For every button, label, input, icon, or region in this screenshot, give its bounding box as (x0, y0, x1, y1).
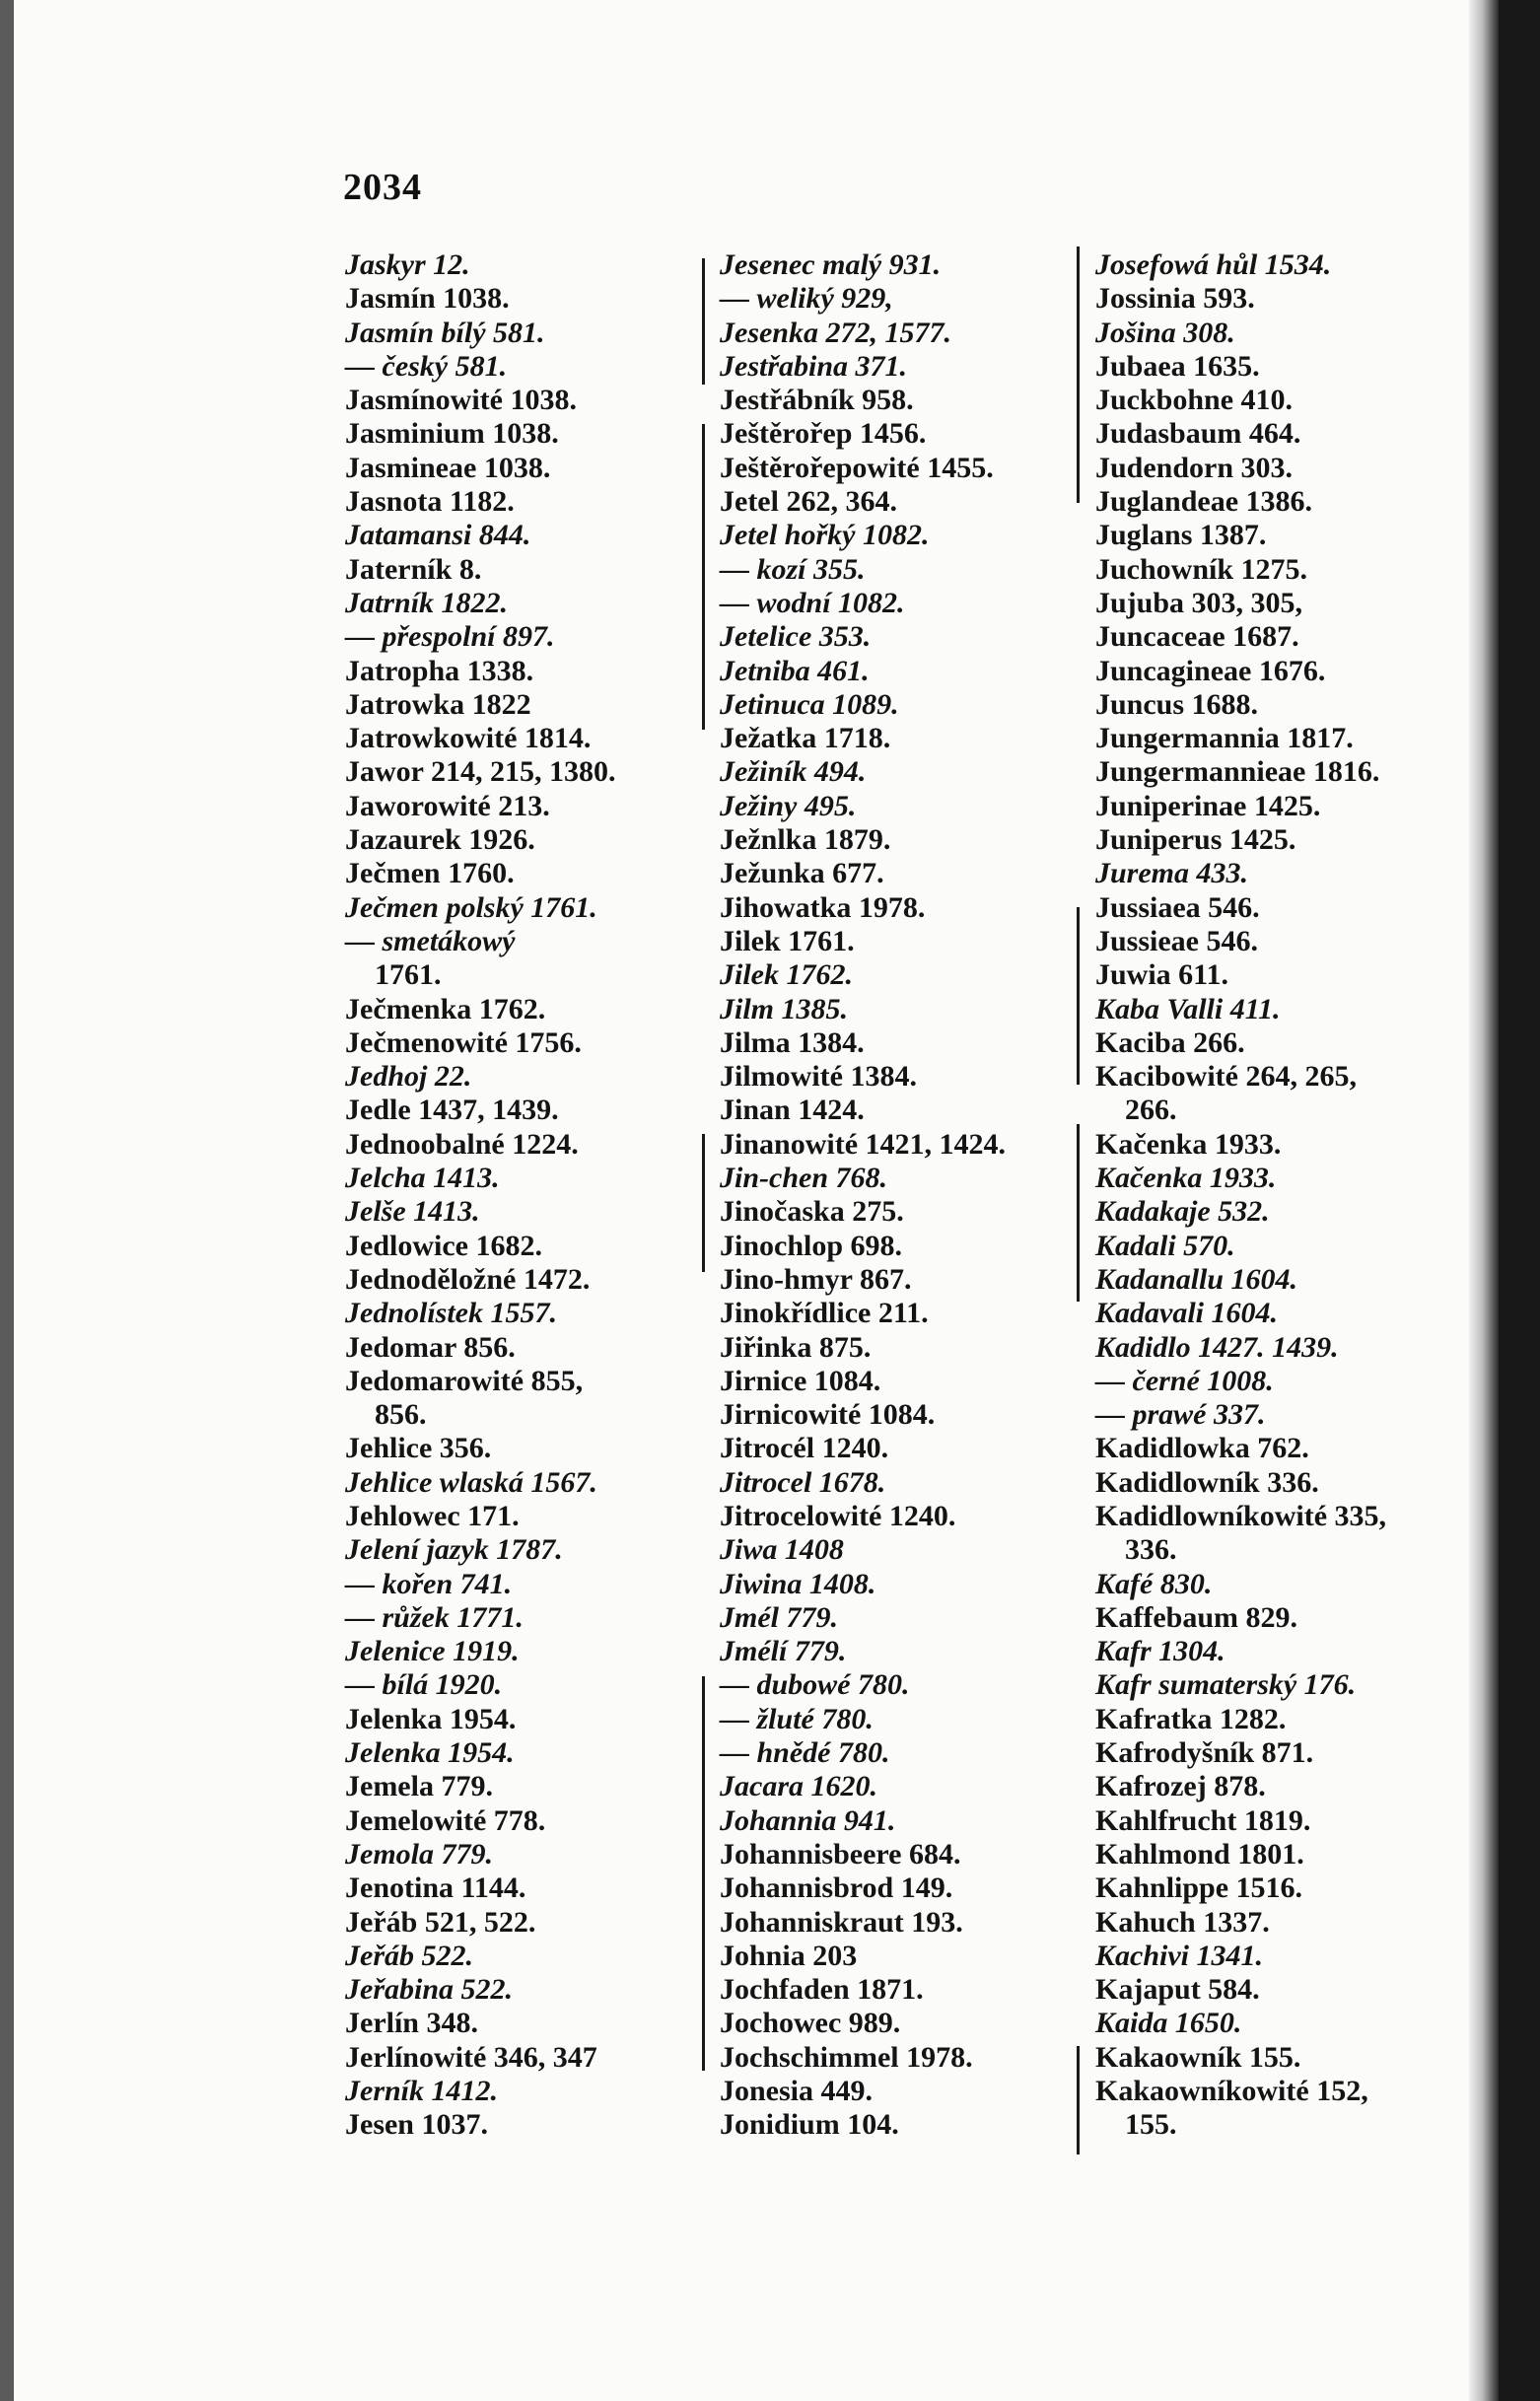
column-rule (1077, 2046, 1080, 2154)
index-entry: Jasminium 1038. (345, 417, 559, 451)
index-entry: Jaterník 8. (345, 552, 482, 586)
index-entry: Jatropha 1338. (345, 654, 534, 687)
index-entry: Kajaput 584. (1095, 1973, 1260, 2007)
page-number: 2034 (343, 167, 422, 208)
index-entry: Jinokřídlice 211. (720, 1297, 929, 1330)
index-entry: Juglandeae 1386. (1095, 485, 1313, 519)
index-entry: Jatrowka 1822 (345, 687, 531, 721)
index-entry: Jungermannieae 1816. (1095, 755, 1380, 789)
index-entry: Kaffebaum 829. (1095, 1600, 1297, 1634)
index-entry: Jonesia 449. (720, 2075, 874, 2108)
index-entry: Kačenka 1933. (1095, 1162, 1277, 1195)
index-entry: Ječmenowité 1756. (345, 1025, 582, 1059)
index-entry: Jilek 1762. (720, 958, 853, 992)
index-entry: Johanniskraut 193. (720, 1905, 963, 1939)
index-entry: Ječmen 1760. (345, 857, 515, 890)
index-entry: Jilma 1384. (720, 1025, 865, 1059)
index-entry: Jochowec 989. (720, 2007, 901, 2040)
index-entry: Jihowatka 1978. (720, 890, 926, 924)
index-entry: Kadali 570. (1095, 1229, 1235, 1262)
index-entry: Kafratka 1282. (1095, 1702, 1287, 1735)
index-entry: Jetelice 353. (720, 620, 872, 654)
index-entry: Jerlín 348. (345, 2007, 478, 2040)
index-entry: Jemelowité 778. (345, 1803, 546, 1837)
index-entry: Kacibowité 264, 265, (1095, 1060, 1357, 1094)
index-entry: Jossinia 593. (1095, 282, 1255, 316)
index-entry: Jatrowkowité 1814. (345, 722, 592, 755)
index-entry: Kaciba 266. (1095, 1025, 1245, 1059)
index-entry: — wodní 1082. (720, 586, 905, 619)
index-entry: Jetel 262, 364. (720, 485, 897, 519)
index-entry: Ječmen polský 1761. (345, 890, 597, 924)
index-entry: 266. (1125, 1094, 1177, 1127)
index-entry: Jawor 214, 215, 1380. (345, 755, 616, 789)
index-entry: Ječmenka 1762. (345, 992, 546, 1025)
index-entry: Jemela 779. (345, 1770, 493, 1803)
index-entry: Kafrodyšník 871. (1095, 1736, 1314, 1770)
index-entry: Jinochlop 698. (720, 1229, 903, 1262)
index-column-3 (1095, 248, 1465, 2143)
index-entry: Jazaurek 1926. (345, 823, 535, 857)
index-entry: Jelení jazyk 1787. (345, 1533, 563, 1567)
index-entry: Jaskyr 12. (345, 248, 470, 281)
index-entry: Ježiník 494. (720, 755, 867, 789)
index-entry: Juncus 1688. (1095, 687, 1259, 721)
index-entry: Jin-chen 768. (720, 1162, 888, 1195)
index-entry: Juncagineae 1676. (1095, 654, 1326, 687)
index-entry: Kahlmond 1801. (1095, 1837, 1304, 1871)
index-entry: Jatamansi 844. (345, 519, 531, 552)
index-entry: — český 581. (345, 349, 508, 383)
index-entry: Kaba Valli 411. (1095, 992, 1281, 1025)
index-entry: Kafr sumaterský 176. (1095, 1668, 1357, 1702)
index-entry: Jemola 779. (345, 1837, 493, 1871)
index-entry: Kahlfrucht 1819. (1095, 1803, 1311, 1837)
column-rule (1077, 1124, 1080, 1302)
index-entry: Jujuba 303, 305, (1095, 586, 1303, 619)
index-entry: Ježnlka 1879. (720, 823, 891, 857)
index-entry: Jesen 1037. (345, 2108, 488, 2142)
index-entry: Jonidium 104. (720, 2108, 899, 2142)
index-entry: Kačenka 1933. (1095, 1127, 1282, 1161)
index-entry: 856. (375, 1398, 427, 1432)
index-entry: Jilek 1761. (720, 924, 855, 957)
index-entry: Juncaceae 1687. (1095, 620, 1299, 654)
index-entry: Jinanowité 1421, 1424. (720, 1127, 1007, 1161)
index-entry: — weliký 929, (720, 282, 893, 316)
index-entry: Kakaowník 155. (1095, 2040, 1301, 2074)
index-entry: Jeřabina 522. (345, 1973, 514, 2007)
index-entry: Ježiny 495. (720, 789, 857, 822)
index-entry: — prawé 337. (1095, 1398, 1266, 1432)
index-entry: Juglans 1387. (1095, 519, 1267, 552)
column-rule (1077, 907, 1080, 1085)
index-entry: Juniperus 1425. (1095, 823, 1296, 857)
column-rule (702, 424, 705, 730)
index-entry: — kořen 741. (345, 1567, 513, 1600)
index-entry: Kaida 1650. (1095, 2007, 1242, 2040)
index-entry: Jehlowec 171. (345, 1499, 520, 1532)
index-entry: Jitrocél 1240. (720, 1432, 889, 1465)
index-column-2 (720, 248, 1085, 2143)
index-entry: Judendorn 303. (1095, 451, 1294, 484)
index-entry: Jiřinka 875. (720, 1330, 872, 1364)
index-entry: Ještěrořep 1456. (720, 417, 927, 451)
index-entry: Jednoobalné 1224. (345, 1127, 579, 1161)
index-entry: Kadakaje 532. (1095, 1195, 1270, 1229)
index-entry: Johannisbeere 684. (720, 1837, 961, 1871)
index-entry: Jeřáb 522. (345, 1939, 473, 1972)
index-entry: Jesenec malý 931. (720, 248, 942, 281)
index-entry: Jelenka 1954. (345, 1736, 515, 1770)
index-entry: Jino-hmyr 867. (720, 1262, 912, 1296)
index-entry: Jubaea 1635. (1095, 349, 1260, 383)
index-entry: Jirnice 1084. (720, 1364, 881, 1397)
index-entry: Ježunka 677. (720, 857, 884, 890)
index-entry: Kahnlippe 1516. (1095, 1871, 1303, 1905)
index-entry: Jiwa 1408 (720, 1533, 844, 1567)
index-entry: Kadavali 1604. (1095, 1297, 1278, 1330)
column-rule (702, 1134, 705, 1272)
index-entry: Juwia 611. (1095, 958, 1229, 992)
index-entry: Josefowá hůl 1534. (1095, 248, 1332, 281)
index-entry: Jasnota 1182. (345, 485, 515, 519)
index-entry: Jednolístek 1557. (345, 1297, 557, 1330)
index-entry: Jerlínowité 346, 347 (345, 2040, 597, 2074)
index-entry: Kakaowníkowité 152, (1095, 2075, 1368, 2108)
index-entry: Kahuch 1337. (1095, 1905, 1270, 1939)
index-entry: — bílá 1920. (345, 1668, 503, 1702)
index-entry: Jinočaska 275. (720, 1195, 904, 1229)
index-entry: Jetniba 461. (720, 654, 870, 687)
index-entry: Jedomarowité 855, (345, 1364, 584, 1397)
index-entry: Jedle 1437, 1439. (345, 1094, 559, 1127)
index-entry: Juckbohne 410. (1095, 384, 1294, 417)
index-entry: Jurema 433. (1095, 857, 1249, 890)
index-entry: Jinan 1424. (720, 1094, 865, 1127)
index-entry: Jilm 1385. (720, 992, 849, 1025)
index-entry: Judasbaum 464. (1095, 417, 1301, 451)
index-entry: Jasmínowité 1038. (345, 384, 577, 417)
index-entry: Kadidlowníkowité 335, (1095, 1499, 1387, 1532)
index-entry: — smetákowý (345, 924, 516, 957)
index-entry: Jitrocelowité 1240. (720, 1499, 956, 1532)
index-entry: Kafé 830. (1095, 1567, 1213, 1600)
index-entry: Jesenka 272, 1577. (720, 316, 951, 349)
index-entry: Kadanallu 1604. (1095, 1262, 1298, 1296)
index-entry: Jussieae 546. (1095, 924, 1258, 957)
index-entry: Jelenka 1954. (345, 1702, 517, 1735)
index-entry: Jilmowité 1384. (720, 1060, 917, 1094)
index-entry: Jungermannia 1817. (1095, 722, 1354, 755)
index-entry: Jochfaden 1871. (720, 1973, 924, 2007)
index-entry: — přespolní 897. (345, 620, 555, 654)
index-entry: — kozí 355. (720, 552, 866, 586)
index-entry: Jitrocel 1678. (720, 1465, 886, 1499)
index-entry: Kadidlowník 336. (1095, 1465, 1319, 1499)
index-entry: Kadidlo 1427. 1439. (1095, 1330, 1339, 1364)
index-entry: Jirnicowité 1084. (720, 1398, 936, 1432)
index-entry: Juchowník 1275. (1095, 552, 1308, 586)
index-entry: 155. (1125, 2108, 1177, 2142)
index-entry: Johannisbrod 149. (720, 1871, 953, 1905)
index-entry: Jestřabina 371. (720, 349, 908, 383)
index-entry: Kachivi 1341. (1095, 1939, 1263, 1972)
scan-right-edge (1499, 0, 1540, 2401)
column-rule (702, 258, 705, 385)
index-entry: Kafrozej 878. (1095, 1770, 1266, 1803)
index-entry: Jedomar 856. (345, 1330, 516, 1364)
index-entry: — dubowé 780. (720, 1668, 910, 1702)
index-entry: Jelcha 1413. (345, 1162, 500, 1195)
index-entry: 336. (1125, 1533, 1177, 1567)
index-entry: Jednoděložné 1472. (345, 1262, 591, 1296)
index-entry: Jošina 308. (1095, 316, 1235, 349)
index-entry: Jatrník 1822. (345, 586, 509, 619)
index-entry: Jedhoj 22. (345, 1060, 472, 1094)
index-entry: Jetinuca 1089. (720, 687, 899, 721)
index-entry: — černé 1008. (1095, 1364, 1274, 1397)
index-entry: Jestřábník 958. (720, 384, 914, 417)
index-entry: — hnědé 780. (720, 1736, 890, 1770)
index-entry: Johannia 941. (720, 1803, 896, 1837)
index-entry: Jasmineae 1038. (345, 451, 551, 484)
index-entry: Jedlowice 1682. (345, 1229, 542, 1262)
index-entry: Kadidlowka 762. (1095, 1432, 1309, 1465)
index-entry: Johnia 203 (720, 1939, 858, 1972)
index-entry: Jmél 779. (720, 1600, 838, 1634)
index-entry: — růžek 1771. (345, 1600, 524, 1634)
index-entry: Kafr 1304. (1095, 1635, 1225, 1668)
index-entry: Jetel hořký 1082. (720, 519, 930, 552)
index-entry: Jasmín 1038. (345, 282, 510, 316)
index-entry: Jussiaea 546. (1095, 890, 1260, 924)
index-entry: Jelše 1413. (345, 1195, 480, 1229)
index-entry: Jmélí 779. (720, 1635, 847, 1668)
index-entry: Jaworowité 213. (345, 789, 550, 822)
index-entry: Jasmín bílý 581. (345, 316, 545, 349)
index-entry: — žluté 780. (720, 1702, 874, 1735)
index-entry: Jacara 1620. (720, 1770, 877, 1803)
index-entry: Jenotina 1144. (345, 1871, 526, 1905)
index-entry: Ještěrořepowité 1455. (720, 451, 994, 484)
index-entry: 1761. (375, 958, 442, 992)
index-entry: Jeřáb 521, 522. (345, 1905, 536, 1939)
index-entry: Juniperinae 1425. (1095, 789, 1321, 822)
index-column-1 (345, 248, 710, 2143)
index-entry: Jehlice 356. (345, 1432, 492, 1465)
index-entry: Jochschimmel 1978. (720, 2040, 973, 2074)
page-gutter-shadow (1469, 0, 1499, 2401)
index-entry: Ježatka 1718. (720, 722, 891, 755)
index-entry: Jiwina 1408. (720, 1567, 876, 1600)
column-rule (1077, 247, 1080, 503)
column-rule (702, 1676, 705, 2071)
index-entry: Jehlice wlaská 1567. (345, 1465, 597, 1499)
index-entry: Jelenice 1919. (345, 1635, 520, 1668)
index-entry: Jerník 1412. (345, 2075, 499, 2108)
